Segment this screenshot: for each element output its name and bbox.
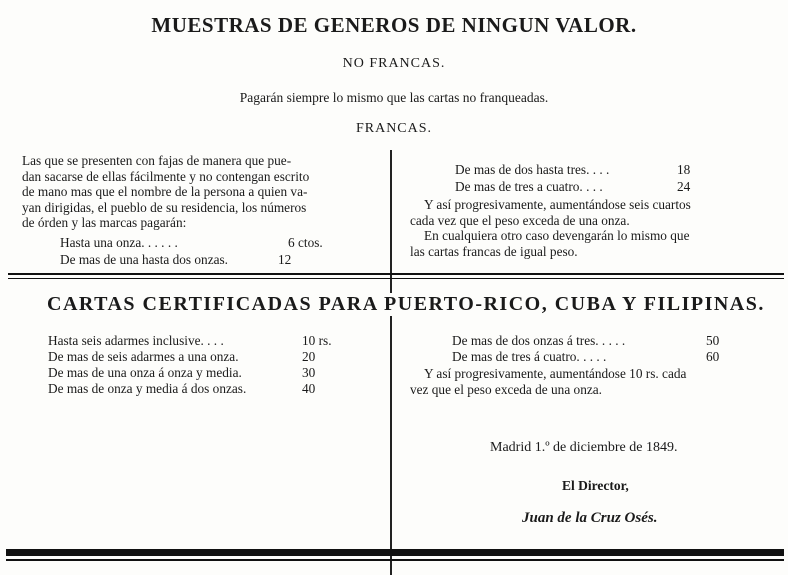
francas-heading: FRANCAS. (355, 121, 433, 136)
signature-role: El Director, (562, 478, 629, 493)
paragraph-line: cada vez que el peso exceda de una onza. (410, 212, 630, 228)
paragraph-line: vez que el peso exceda de una onza. (410, 381, 602, 397)
rate-value: 60 (706, 349, 720, 364)
rate-value: 18 (677, 162, 691, 177)
rate-value: 20 (302, 349, 316, 364)
paragraph-line: de mano mas que el nombre de la persona a quien va- (22, 184, 308, 200)
rate-value: 6 ctos. (288, 235, 323, 250)
certificadas-right-paragraph (410, 366, 782, 397)
rate-row (48, 349, 316, 365)
section-rule (8, 278, 784, 279)
signature-date: Madrid 1.º de diciembre de 1849. (490, 440, 678, 455)
rate-row (48, 365, 316, 381)
rate-label: De mas de seis adarmes a una onza. (48, 349, 239, 364)
rate-row (452, 349, 720, 365)
paragraph-line: En cualquiera otro caso devengarán lo mismo que (424, 228, 690, 244)
rate-value: 12 (278, 252, 292, 267)
paragraph-line: yan dirigidas, el pueblo de su residencia, los números (22, 199, 307, 215)
rate-label: Hasta seis adarmes inclusive. . . . (48, 333, 224, 348)
bottom-rule-thin (6, 559, 784, 561)
rate-label: Hasta una onza. . . . . . (60, 235, 178, 250)
no-francas-heading: NO FRANCAS. (342, 56, 446, 71)
rate-label: De mas de tres a cuatro. . . . (455, 179, 603, 194)
rate-label: De mas de dos hasta tres. . . . (455, 162, 610, 177)
rate-row (60, 252, 292, 268)
rate-value: 50 (706, 333, 720, 348)
rate-label: De mas de dos onzas á tres. . . . . (452, 333, 626, 348)
francas-right-paragraph (410, 197, 780, 259)
document-title: MUESTRAS DE GENEROS DE NINGUN VALOR. (151, 13, 637, 37)
rate-value: 30 (302, 365, 316, 380)
rate-value: 24 (677, 179, 691, 194)
rate-label: De mas de onza y media á dos onzas. (48, 381, 247, 396)
rate-label: De mas de una onza á onza y media. (48, 365, 242, 380)
rate-value: 10 rs. (302, 333, 332, 348)
rate-value: 40 (302, 381, 316, 396)
paragraph-line: las cartas francas de igual peso. (410, 243, 578, 259)
paragraph-line: de órden y las marcas pagarán: (22, 215, 187, 231)
francas-left-paragraph (22, 153, 384, 231)
paragraph-line: dan sacarse de ellas fácilmente y no contengan escrito (22, 168, 310, 184)
rate-row (48, 333, 332, 349)
rate-row (455, 162, 691, 178)
rate-label: De mas de una hasta dos onzas. (60, 252, 229, 267)
rate-row (60, 235, 323, 251)
paragraph-line: Y así progresivamente, aumentándose seis cuartos (424, 197, 691, 212)
column-divider (390, 150, 392, 575)
rate-row (455, 179, 691, 195)
bottom-rule-thick (6, 549, 784, 556)
certificadas-title: CARTAS CERTIFICADAS PARA PUERTO-RICO, CUBA Y FILIPINAS. (47, 293, 769, 316)
no-francas-note: Pagarán siempre lo mismo que las cartas no franqueadas. (239, 90, 549, 105)
rate-row (452, 333, 720, 349)
paragraph-line: Y así progresivamente, aumentándose 10 rs. cada (424, 366, 687, 381)
section-rule (8, 273, 784, 275)
paragraph-line: Las que se presenten con fajas de manera que pue- (22, 153, 292, 168)
rate-label: De mas de tres á cuatro. . . . . (452, 349, 607, 364)
signature-name: Juan de la Cruz Osés. (522, 510, 658, 526)
rate-row (48, 381, 316, 397)
